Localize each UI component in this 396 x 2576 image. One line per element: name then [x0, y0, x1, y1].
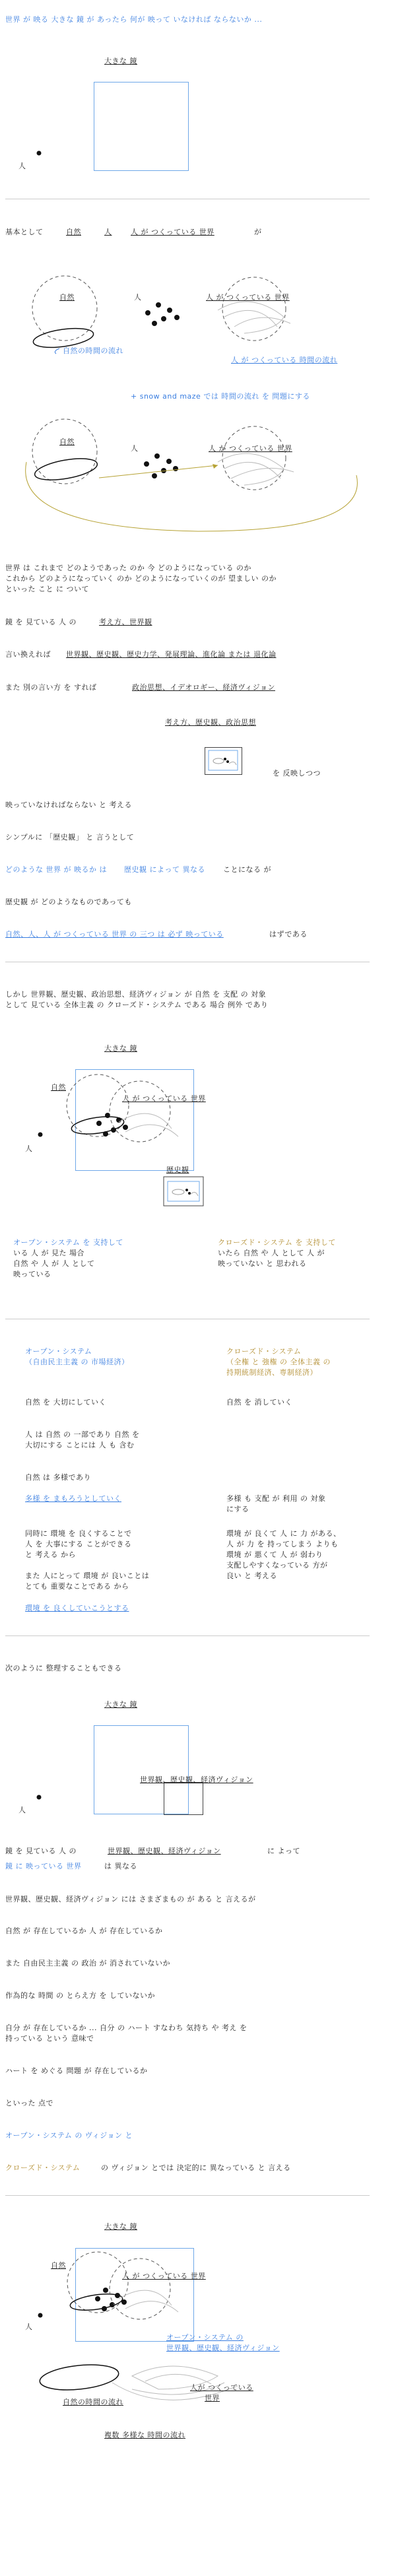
open-support-4: 映っている: [13, 1270, 51, 1278]
how-reflected-1: どのような 世界 が 映るか は: [5, 865, 107, 874]
d5-mirror-label: 大きな 鏡: [104, 2222, 137, 2231]
d5-human-world-2: 世界: [205, 2394, 220, 2402]
conclusion-open: オープン・システム の ヴィジョン と: [5, 2131, 133, 2140]
viewer-label-1: 人: [18, 162, 26, 170]
label-nature-time: 自然の時間の流れ: [63, 347, 123, 355]
open-point-2a: 人 は 自然 の 一部であり 自然 を: [25, 1430, 140, 1439]
open-point-3: 自然 は 多様であり: [25, 1473, 91, 1482]
basics-human-world: 人 が つくっている 世界: [131, 228, 214, 236]
d3-world: 人 が つくっている 世界: [122, 1094, 206, 1103]
para1-line2: これから どのようになっていく のか どのようになっていくのが 望ましい のか: [5, 574, 277, 583]
question-6: ハート を めぐる 問題 が 存在しているか: [5, 2066, 148, 2075]
para2-prefix: 鏡 を 見ている 人 の: [5, 618, 77, 626]
closed-point-3c: 環境 が 悪くて 人 が 弱わり: [226, 1550, 323, 1559]
question-7: といった 点で: [5, 2099, 53, 2107]
three-rule-suffix: はずである: [269, 930, 308, 939]
basics-suffix: が: [254, 228, 262, 236]
whatever-history: 歴史観 が どのようなものであっても: [5, 898, 132, 906]
question-4: 自分 が 存在しているか ... 自分 の ハート すなわち 気持ち や 考え を: [5, 2024, 248, 2032]
snow-maze-note: + snow and maze では 時間の流れ を 問題にする: [131, 392, 310, 401]
conclusion-suffix: の ヴィジョン とでは 決定的に 異なっている と 言える: [101, 2163, 291, 2172]
basics-nature: 自然: [66, 228, 81, 236]
open-support-3: 自然 や 人 が 人 として: [13, 1259, 95, 1268]
viewer-view: 世界観、歴史観、経済ヴィジョン: [108, 1847, 221, 1855]
label-human-world-2: 人 が つくっている 世界: [209, 444, 292, 453]
closed-title-3: 持期統制経済、専制経済）: [226, 1368, 317, 1377]
d5-open-view: オープン・システム の: [166, 2333, 244, 2342]
open-point-2b: 大切にする ことには 人 も 含む: [25, 1441, 135, 1449]
d3-mirror-label: 大きな 鏡: [104, 1044, 137, 1053]
para2-view: 考え方、世界観: [99, 618, 152, 626]
however-line2: として 見ている 全体主義 の クローズド・システム である 場合 例外 であり: [5, 1001, 269, 1009]
label-nature: 自然: [59, 293, 75, 302]
thinking-label: 考え方、歴史観、政治思想: [165, 718, 256, 727]
para3-list: 世界観、歴史観、歴史力学、発展理論、進化論 または 退化論: [66, 650, 277, 659]
para3-prefix: 言い換えれば: [5, 650, 51, 659]
d5-world: 人 が つくっている 世界: [122, 2272, 206, 2280]
open-point-4: 多様 を まもろうとしていく: [25, 1494, 121, 1503]
d5-nature: 自然: [51, 2261, 66, 2270]
d4-view-label: 世界観、歴史観、経済ヴィジョン: [140, 1775, 253, 1784]
open-title-2: （自由民主主義 の 市場経済）: [25, 1358, 129, 1366]
label-human-2: 人: [131, 444, 139, 453]
question-1: 自然 が 存在しているか 人 が 存在しているか: [5, 1927, 163, 1935]
d5-complex-time: 複数 多様な 時間の流れ: [104, 2431, 185, 2439]
mirror-label: 大きな 鏡: [104, 57, 137, 65]
must-reflect: 映っていなければならない と 考える: [5, 801, 132, 809]
question-2: また 自由民主主義 の 政治 が 消されていないか: [5, 1959, 170, 1967]
open-support-2: いる 人 が 見た 場合: [13, 1249, 84, 1257]
closed-point-3e: 良い と 考える: [226, 1571, 277, 1580]
d5-person: 人: [25, 2323, 33, 2331]
closed-point-2a: 多様 も 支配 が 利用 の 対象: [226, 1494, 326, 1503]
open-point-6a: また 人にとって 環境 が 良いことは: [25, 1571, 150, 1580]
d5-human-world-1: 人が つくっている: [190, 2383, 253, 2392]
however-line1: しかし 世界観、歴史観、政治思想、経済ヴィジョン が 自然 を 支配 の 対象: [5, 990, 267, 999]
open-point-1: 自然 を 大切にしていく: [25, 1398, 106, 1406]
open-point-5b: 人 を 大事にする ことができる: [25, 1540, 132, 1548]
simply-line: シンプルに 「歴史観」 と 言うとして: [5, 833, 135, 842]
d5-nature-time: 自然の時間の流れ: [63, 2398, 123, 2406]
open-point-5c: と 考える から: [25, 1550, 76, 1559]
world-differs-1: 鏡 に 映っている 世界: [5, 1862, 82, 1870]
viewer-suffix: に よって: [267, 1847, 300, 1855]
closed-support-3: 映っていない と 思われる: [218, 1259, 307, 1268]
label-human: 人: [134, 293, 142, 302]
d3-history: 歴史観: [166, 1166, 189, 1174]
viewer-prefix: 鏡 を 見ている 人 の: [5, 1847, 77, 1855]
para4-prefix: また 別の言い方 を すれば: [5, 683, 97, 692]
basics-human: 人: [104, 228, 112, 236]
d3-nature: 自然: [51, 1083, 66, 1092]
open-point-6b: とても 重要なことである から: [25, 1582, 129, 1591]
d4-person: 人: [18, 1806, 26, 1814]
closed-point-3b: 人 が 力 を 持ってしまう よりも: [226, 1540, 339, 1548]
how-reflected-2: 歴史観 によって 異なる: [124, 865, 205, 874]
label-nature-2: 自然: [59, 438, 75, 446]
closed-title-1: クローズド・システム: [226, 1347, 302, 1356]
question-5: 持っている という 意味で: [5, 2034, 94, 2043]
open-title-1: オープン・システム: [25, 1347, 92, 1356]
question-3: 作為的な 時間 の とらえ方 を していないか: [5, 1991, 155, 2000]
para1-line3: といった こと に ついて: [5, 585, 89, 593]
world-differs-2: は 異なる: [104, 1862, 137, 1870]
label-human-world-time: 人 が つくっている 時間の流れ: [231, 356, 338, 364]
how-reflected-3: ことになる が: [223, 865, 271, 874]
reflect-note: を 反映しつつ: [273, 769, 321, 777]
closed-support-1: クローズド・システム を 支持して: [218, 1238, 336, 1247]
basics-prefix: 基本として: [5, 228, 44, 236]
open-point-5a: 同時に 環境 を 良くすることで: [25, 1529, 132, 1538]
three-rule: 自然、人、人 が つくっている 世界 の 三つ は 必ず 映っている: [5, 930, 224, 939]
closed-title-2: （全権 と 強権 の 全体主義 の: [226, 1358, 331, 1366]
d4-mirror-label: 大きな 鏡: [104, 1700, 137, 1709]
open-support-1: オープン・システム を 支持して: [13, 1238, 123, 1247]
next-intro: 次のように 整理することもできる: [5, 1664, 122, 1672]
closed-point-3a: 環境 が 良くて 人 に 力 がある、: [226, 1529, 341, 1538]
closed-point-2b: にする: [226, 1505, 249, 1513]
para4-list: 政治思想、イデオロギー、経済ヴィジョン: [132, 683, 275, 692]
open-point-7: 環境 を 良くしていこうとする: [25, 1604, 129, 1612]
closed-support-2: いたら 自然 や 人 として 人 が: [218, 1249, 325, 1257]
conclusion-closed: クローズド・システム: [5, 2163, 81, 2172]
d3-person: 人: [25, 1144, 33, 1153]
para1-line1: 世界 は これまで どのようであった のか 今 どのようになっている のか: [5, 564, 251, 572]
varied: 世界観、歴史観、経済ヴィジョン には さまざまもの が ある と 言えるが: [5, 1895, 256, 1903]
intro-question: 世界 が 映る 大きな 鏡 が あったら 何が 映って いなければ ならないか ...: [5, 15, 263, 24]
d5-view: 世界観、歴史観、経済ヴィジョン: [166, 2344, 280, 2352]
closed-point-1: 自然 を 消していく: [226, 1398, 292, 1406]
label-human-world: 人 が つくっている 世界: [206, 293, 290, 302]
closed-point-3d: 支配しやすくなっている 方が: [226, 1561, 328, 1569]
